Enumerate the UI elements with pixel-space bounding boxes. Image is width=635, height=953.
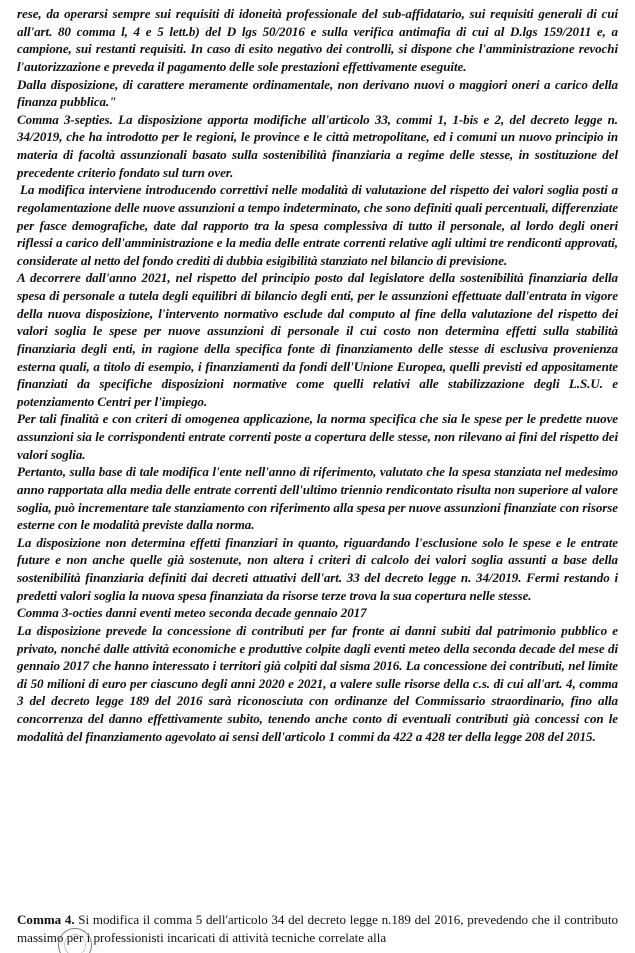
paragraph-no-financial-effects: La disposizione non determina effetti finanziari in quanto, riguardando l'esclusione solo le spese e le entrate future e non anche quelle già sostenute, non altera i criteri di calcolo dei valori soglia assunti a base della sostenibilità finanziaria definiti dai decreti attuativi dell'art. 33 del decreto legge n. 34/2019. Fermi restando i predetti valori soglia la nuova spesa finanziata da risorse terze trova la sua copertura nelle stesse. (17, 534, 618, 603)
paragraph-comma-3-septies: Comma 3-septies. La disposizione apporta modifiche all'articolo 33, commi 1, 1-bis e 2, del decreto legge n. 34/2019, che ha introdotto per le regioni, le province e le città metropolitane, ed i comuni un nuovo principio in materia di facoltà assunzionali basato sulla sostenibilità finanziaria a regime delle stesse, in sostituzione del precedente criterio fondato sul turn over. (17, 111, 618, 180)
section-heading-comma-3-octies: Comma 3-octies danni eventi meteo seconda decade gennaio 2017 (17, 605, 367, 621)
paragraph-threshold-values: La modifica interviene introducendo correttivi nelle modalità di valutazione del rispetto dei valori soglia posti a regolamentazione delle nuove assunzioni a tempo indeterminato, che sono definiti quali percentuali, differenziate per fasce demografiche, date dal rapporto tra la spesa complessiva di tutto il personale, al lordo degli oneri riflessi a carico dell'amministrazione e la media delle entrate correnti relative agli ultimi tre rendiconti approvati, considerate al netto del fondo crediti di dubbia esigibilità stanziato nel bilancio di previsione. (17, 182, 618, 268)
paragraph-weather-damage-contributions: La disposizione prevede la concessione di contributi per far fronte ai danni subiti dal patrimonio pubblico e privato, nonché dalle attività economiche e produttive colpite dagli eventi meteo della seconda decade del mese di gennaio 2017 che hanno interessato i territori già colpiti dal sisma 2016. La concessione dei contributi, nel limite di 50 milioni di euro per ciascuno degli anni 2020 e 2021, a valere sulle risorse della c.s. di cui all'art. 4, comma 3 del decreto legge 189 del 2016 sarà riconosciuta con ordinanze del Commissario straordinario, fino alla concorrenza del danno effettivamente subito, tenendo anche conto di eventuali contributi già concessi con le modalità del finanziamento agevolato ai sensi dell'articolo 1 commi da 422 a 428 ter della legge 208 del 2015. (17, 622, 618, 744)
paragraph-no-new-costs: Dalla disposizione, di carattere meramente ordinamentale, non derivano nuovi o maggiori oneri a carico della finanza pubblica." (17, 76, 618, 110)
paragraph-from-2021: A decorrere dall'anno 2021, nel rispetto del principio posto dal legislatore della sostenibilità finanziaria della spesa di personale a tutela degli equilibri di bilancio degli enti, per le assunzioni effettuate dall'entrata in vigore della nuova disposizione, l'intervento normativo esclude dal computo al fine della valutazione del rispetto dei valori soglia le spese per nuove assunzioni di personale il cui costo non determina effetti sulla stabilità finanziaria degli enti, in ragione della specifica fonte di finanziamento delle stesse di esclusiva provenienza esterna quali, a titolo di esempio, i finanziamenti da fondi dell'Unione Europea, quelli previsti ed appositamente finanziati da specifiche disposizioni normative come quelli relativi alle stabilizzazione degli L.S.U. e potenziamento Centri per l'impiego. (17, 270, 618, 409)
paragraph-comma-4 (17, 911, 618, 946)
paragraph-therefore: Pertanto, sulla base di tale modifica l'ente nell'anno di riferimento, valutato che la spesa stanziata nel medesimo anno rapportata alla media delle entrate correnti dell'ultimo triennio rendicontato risulta non superiore al valore soglia, può incrementare tale stanziamento con riferimento alla spesa per nuove assunzioni finanziate con risorse esterne con le modalità previste dalla norma. (17, 464, 618, 533)
paragraph-homogeneous-application: Per tali finalità e con criteri di omogenea applicazione, la norma specifica che sia le spese per le predette nuove assunzioni sia le corrispondenti entrate correnti poste a copertura delle stesse, non rilevano ai fini del rispetto dei valori soglia. (17, 411, 618, 462)
comma-4-text: Si modifica il comma 5 dell'articolo 34 del decreto legge n.189 del 2016, prevedendo che il contributo massimo per i professionisti incaricati di attività tecniche correlate alla (17, 912, 618, 945)
comma-4-heading: Comma 4. (17, 912, 75, 927)
paragraph-subcontract-checks: rese, da operarsi sempre sui requisiti di idoneità professionale del sub-affidatario, sui requisiti generali di cui all'art. 80 comma l, 4 e 5 lett.b) del D lgs 50/2016 e sulla verifica antimafia di cui al D.lgs 159/2011 e, a campione, sui restanti requisiti. In caso di esito negativo dei controlli, si dispone che l'amministrazione revochi l'autorizzazione e preveda il pagamento delle sole prestazioni effettivamente eseguite. (17, 6, 618, 74)
document-body (17, 5, 618, 745)
